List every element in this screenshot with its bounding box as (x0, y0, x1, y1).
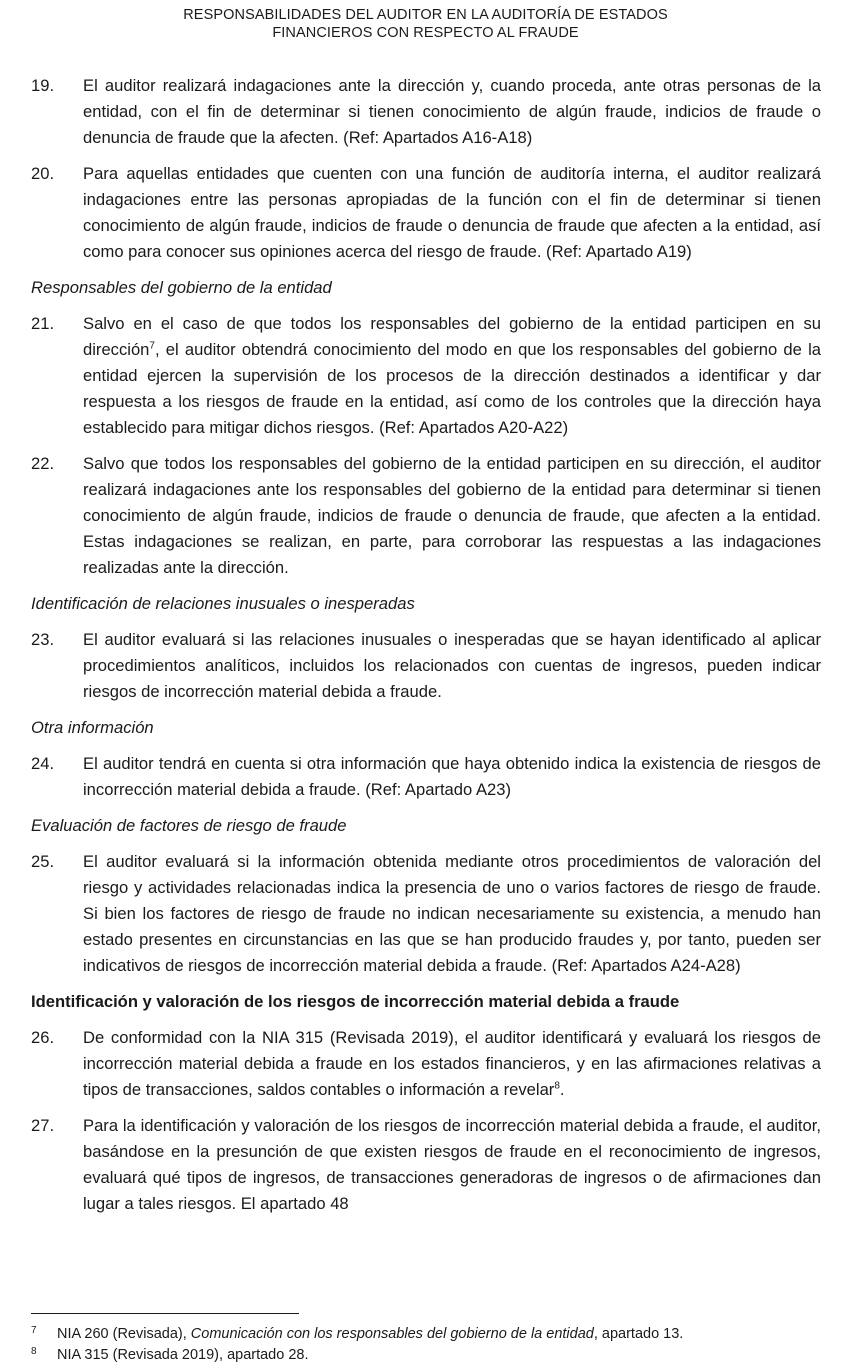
footnote-7 (31, 1324, 821, 1345)
subheading-factores: Evaluación de factores de riesgo de fraude (31, 816, 347, 835)
paragraph-text-part: , el auditor obtendrá conocimiento del modo en que los responsables del gobierno de la entidad ejercen la supervisión de los procesos de la dirección destinados a identificar y dar respuesta a los riesgos de fraude en la entidad, así como de los controles que la dirección haya establecido para mitigar dichos riesgos. (Ref: Apartados A20-A22) (83, 340, 821, 437)
paragraph-number: 21. (31, 314, 55, 333)
footnote-ref-8[interactable]: 8 (554, 1080, 560, 1092)
document-body (31, 73, 821, 1227)
paragraph-text-part: De conformidad con la NIA 315 (Revisada 2019), el auditor identificará y evaluará los riesgos de incorrección material debida a fraude en los estados financieros, y en las afirmaciones relativas a tipos de transacciones, saldos contables o información a revelar (83, 1028, 821, 1099)
paragraph-21 (31, 311, 821, 441)
paragraph-text (83, 1025, 821, 1103)
paragraph-26 (31, 1025, 821, 1103)
paragraph-number: 24. (31, 754, 55, 773)
paragraph-20 (31, 161, 821, 265)
paragraph-22 (31, 451, 821, 581)
subheading-otra-informacion: Otra información (31, 718, 154, 737)
paragraph-number: 23. (31, 630, 55, 649)
footnotes (31, 1324, 821, 1366)
paragraph-number: 20. (31, 164, 55, 183)
footnote-text (57, 1324, 821, 1345)
subheading-relaciones: Identificación de relaciones inusuales o inesperadas (31, 594, 415, 613)
footnote-separator (31, 1313, 299, 1314)
paragraph-text: Salvo que todos los responsables del gobierno de la entidad participen en su dirección, el auditor realizará indagaciones ante los responsables del gobierno de la entidad para determinar si tienen conocimiento de algún fraude, indicios de fraude o denuncia de fraude, que afecten a la entidad. Estas indagaciones se realizan, en parte, para corroborar las respuestas a las indagaciones realizadas ante la dirección. (83, 454, 821, 577)
paragraph-number: 26. (31, 1028, 55, 1047)
section-heading-identificacion: Identificación y valoración de los riesgos de incorrección material debida a fraude (31, 992, 680, 1011)
paragraph-19 (31, 73, 821, 151)
paragraph-text: El auditor evaluará si las relaciones inusuales o inesperadas que se hayan identificado al aplicar procedimientos analíticos, incluidos los relacionados con cuentas de ingresos, pueden indicar riesgos de incorrección material debida a fraude. (83, 630, 821, 701)
paragraph-number: 19. (31, 76, 55, 95)
paragraph-text-part: . (559, 1080, 565, 1099)
paragraph-text: El auditor tendrá en cuenta si otra información que haya obtenido indica la existencia de riesgos de incorrección material debida a fraude. (Ref: Apartado A23) (83, 754, 821, 799)
paragraph-text (83, 311, 821, 441)
subheading-gobierno: Responsables del gobierno de la entidad (31, 278, 332, 297)
paragraph-24 (31, 751, 821, 803)
footnote-title: Comunicación con los responsables del gobierno de la entidad (190, 1326, 594, 1342)
paragraph-text: El auditor evaluará si la información obtenida mediante otros procedimientos de valoración del riesgo y actividades relacionadas indica la presencia de uno o varios factores de riesgo de fraude. Si bien los factores de riesgo de fraude no indican necesariamente su existencia, a menudo han estado presentes en circunstancias en las que se han producido fraudes y, por tanto, pueden ser indicativos de riesgos de incorrección material debida a fraude. (Ref: Apartados A24-A28) (83, 852, 821, 975)
header-line-2: FINANCIEROS CON RESPECTO AL FRAUDE (272, 25, 579, 41)
header-line-1: RESPONSABILIDADES DEL AUDITOR EN LA AUDITORÍA DE ESTADOS (183, 7, 668, 23)
paragraph-27 (31, 1113, 821, 1217)
footnote-number: 8 (31, 1346, 37, 1357)
paragraph-25 (31, 849, 821, 979)
paragraph-text: Para la identificación y valoración de los riesgos de incorrección material debida a fraude, el auditor, basándose en la presunción de que existen riesgos de fraude en el reconocimiento de ingresos, evaluará qué tipos de ingresos, de transacciones generadoras de ingresos o de afirmaciones dan lugar a tales riesgos. El apartado 48 (83, 1116, 821, 1213)
footnote-8 (31, 1345, 821, 1366)
paragraph-text: El auditor realizará indagaciones ante la dirección y, cuando proceda, ante otras personas de la entidad, con el fin de determinar si tienen conocimiento de algún fraude, indicios de fraude o denuncia de fraude que la afecten. (Ref: Apartados A16-A18) (83, 76, 821, 147)
footnote-number: 7 (31, 1325, 37, 1336)
footnote-text-part: NIA 260 (Revisada), (57, 1326, 191, 1342)
paragraph-number: 22. (31, 454, 55, 473)
page-header (0, 6, 851, 42)
paragraph-number: 27. (31, 1116, 55, 1135)
paragraph-23 (31, 627, 821, 705)
paragraph-number: 25. (31, 852, 55, 871)
paragraph-text: Para aquellas entidades que cuenten con una función de auditoría interna, el auditor realizará indagaciones entre las personas apropiadas de la función con el fin de determinar si tienen conocimiento de algún fraude, indicios de fraude o denuncia de fraude que afecten a la entidad, así como para conocer sus opiniones acerca del riesgo de fraude. (Ref: Apartado A19) (83, 164, 821, 261)
footnote-ref-7[interactable]: 7 (149, 340, 155, 352)
footnote-text: NIA 315 (Revisada 2019), apartado 28. (57, 1347, 309, 1363)
footnote-text-part: , apartado 13. (593, 1326, 684, 1342)
paragraph-text-part: Salvo en el caso de que todos los responsables del gobierno de la entidad participen en su dirección (83, 314, 821, 359)
